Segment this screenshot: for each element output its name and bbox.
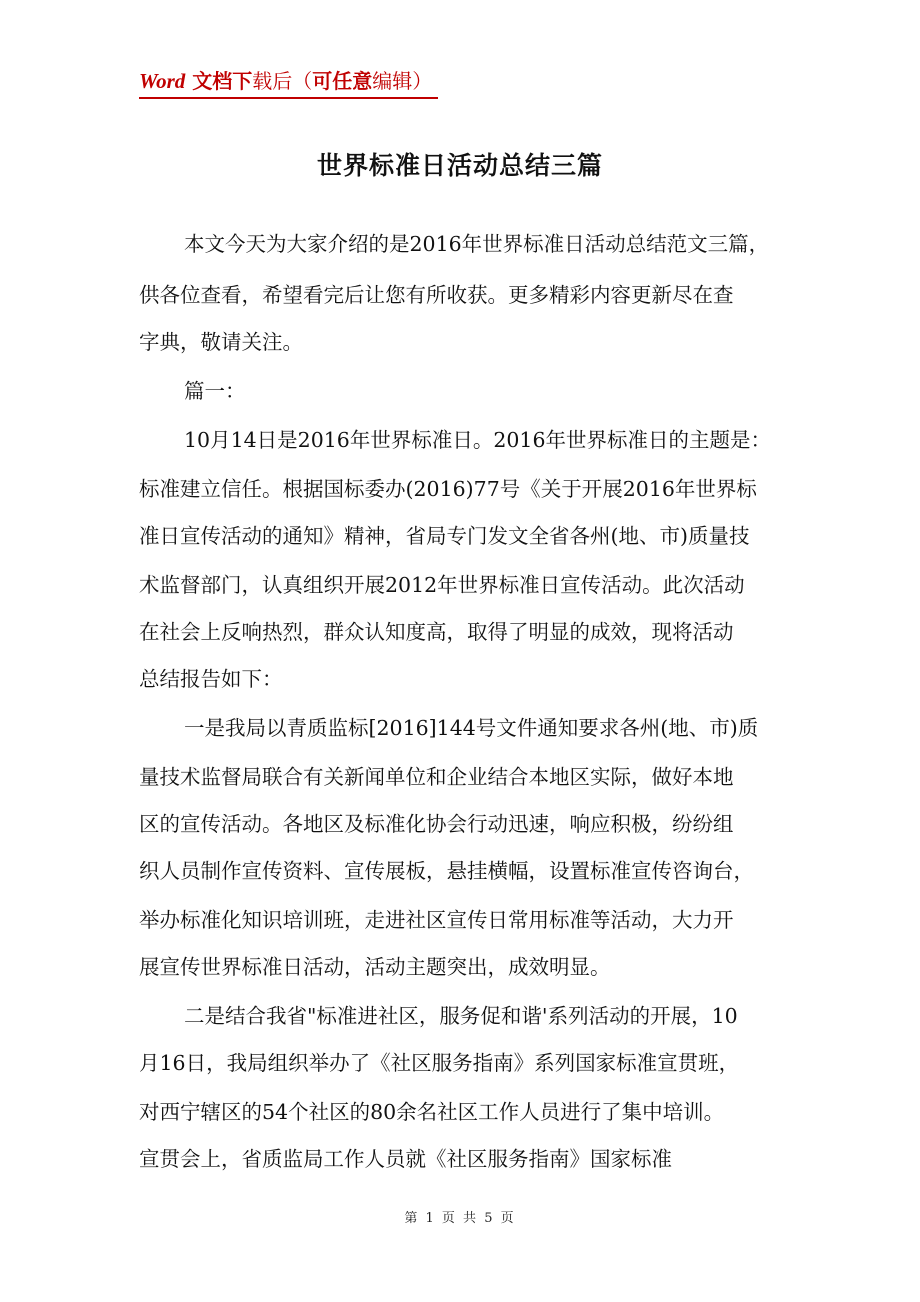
- banner-word: Word: [139, 69, 186, 93]
- paragraph-line: 字典，敬请关注。: [139, 330, 303, 354]
- document-title: 世界标准日活动总结三篇: [316, 151, 603, 180]
- paragraph-line: 量技术监督局联合有关新闻单位和企业结合本地区实际，做好本地: [139, 765, 734, 789]
- banner-text-b: 载后（: [252, 69, 313, 93]
- paragraph-line: 织人员制作宣传资料、宣传展板，悬挂横幅，设置标准宣传咨询台，: [139, 859, 754, 883]
- paragraph-line: 一是我局以青质监标[2016]144号文件通知要求各州(地、市)质: [184, 716, 759, 740]
- page-number-footer: 第 1 页 共 5 页: [404, 1211, 516, 1226]
- paragraph-line: 10月14日是2016年世界标准日。2016年世界标准日的主题是：: [184, 428, 772, 452]
- paragraph-line: 供各位查看，希望看完后让您有所收获。更多精彩内容更新尽在查: [139, 283, 734, 307]
- paragraph-line: 区的宣传活动。各地区及标准化协会行动迅速，响应积极，纷纷组: [139, 812, 734, 836]
- paragraph-line: 标准建立信任。根据国标委办(2016)77号《关于开展2016年世界标: [139, 477, 757, 501]
- download-banner: [139, 67, 438, 99]
- paragraph-line: 展宣传世界标准日活动，活动主题突出，成效明显。: [139, 955, 611, 979]
- paragraph-line: 术监督部门，认真组织开展2012年世界标准日宣传活动。此次活动: [139, 573, 745, 597]
- paragraph-line: 在社会上反响热烈，群众认知度高，取得了明显的成效，现将活动: [139, 620, 734, 644]
- banner-text-d: 编辑）: [372, 69, 433, 93]
- banner-text-a: 文档下: [185, 69, 253, 93]
- paragraph-line: 举办标准化知识培训班，走进社区宣传日常用标准等活动，大力开: [139, 908, 734, 932]
- paragraph-line: 二是结合我省"标准进社区，服务促和谐'系列活动的开展，10: [184, 1004, 738, 1028]
- paragraph-line: 宣贯会上，省质监局工作人员就《社区服务指南》国家标准: [139, 1147, 672, 1171]
- paragraph-line: 对西宁辖区的54个社区的80余名社区工作人员进行了集中培训。: [139, 1100, 725, 1124]
- banner-text-c: 可任意: [312, 69, 373, 93]
- paragraph-line: 总结报告如下：: [139, 667, 283, 691]
- paragraph-line: 篇一：: [184, 379, 246, 403]
- paragraph-line: 月16日，我局组织举办了《社区服务指南》系列国家标准宣贯班，: [139, 1051, 740, 1075]
- paragraph-line: 准日宣传活动的通知》精神，省局专门发文全省各州(地、市)质量技: [139, 524, 750, 548]
- paragraph-line: 本文今天为大家介绍的是2016年世界标准日活动总结范文三篇，: [184, 232, 770, 256]
